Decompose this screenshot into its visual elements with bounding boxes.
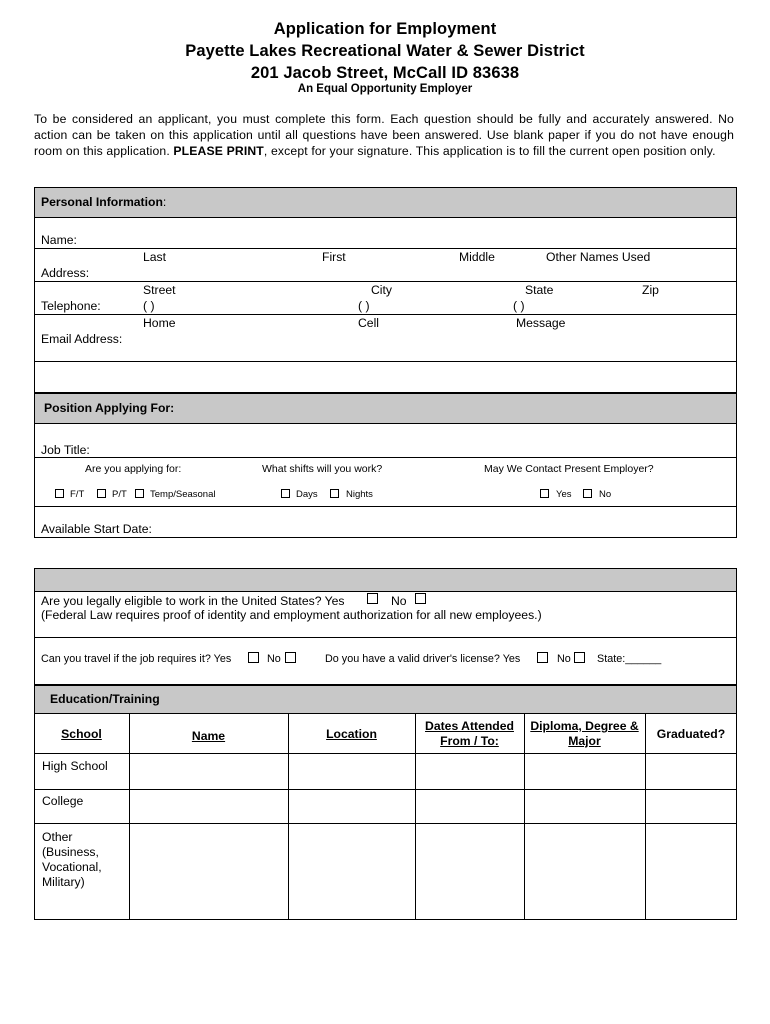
- message-phone-caption: Message: [516, 316, 566, 330]
- travel-no-checkbox[interactable]: [285, 652, 296, 663]
- home-area-code: ( ): [143, 299, 155, 313]
- row-label-high-school: High School: [42, 759, 108, 773]
- col-divider-2: [288, 713, 289, 920]
- contact-yes-label: Yes: [556, 489, 572, 500]
- contact-no-label: No: [599, 489, 612, 500]
- col-divider-5: [645, 713, 646, 920]
- legal-yes-checkbox[interactable]: [367, 593, 378, 604]
- temp-seasonal-label: Temp/Seasonal: [150, 489, 216, 500]
- contact-no-checkbox[interactable]: [583, 489, 592, 498]
- ft-checkbox[interactable]: [55, 489, 64, 498]
- eligibility-divider: [34, 637, 737, 638]
- organization-name: Payette Lakes Recreational Water & Sewer District: [185, 42, 585, 60]
- legal-no-checkbox[interactable]: [415, 593, 426, 604]
- row-label-college: College: [42, 794, 84, 808]
- travel-question: Can you travel if the job requires it? Yes: [41, 653, 232, 665]
- organization-address: 201 Jacob Street, McCall ID 83638: [250, 64, 520, 82]
- row-label-other: Other (Business, Vocational, Military): [42, 830, 102, 889]
- shifts-question: What shifts will you work?: [262, 463, 383, 475]
- address-line[interactable]: [34, 281, 737, 282]
- col-header-name: Name: [191, 729, 226, 743]
- start-date-label: Available Start Date:: [41, 522, 152, 536]
- home-phone-caption: Home: [143, 316, 176, 330]
- legal-no-label: No: [391, 594, 407, 608]
- applying-for-question: Are you applying for:: [85, 463, 182, 475]
- col-header-diploma: Diploma, Degree & Major: [530, 719, 639, 748]
- email-line[interactable]: [34, 361, 737, 362]
- pt-label: P/T: [112, 489, 127, 500]
- instructions-paragraph: To be considered an applicant, you must complete this form. Each question should be fully and accurately answered. No action can be taken on this application until all questions have been answered. Use blank paper if you do not have enough room on this application. PLEASE PRINT, except for your signature. This application is to fill the current open position only.: [34, 112, 734, 158]
- middle-name-caption: Middle: [459, 250, 495, 264]
- street-caption: Street: [143, 283, 176, 297]
- telephone-label: Telephone:: [41, 299, 101, 313]
- email-label: Email Address:: [41, 332, 123, 346]
- zip-caption: Zip: [642, 283, 659, 297]
- license-no-label: No: [557, 653, 571, 665]
- license-yes-checkbox[interactable]: [537, 652, 548, 663]
- license-question: Do you have a valid driver's license? Yes: [325, 653, 521, 665]
- travel-yes-checkbox[interactable]: [248, 652, 259, 663]
- first-name-caption: First: [322, 250, 346, 264]
- shift-options-line: [34, 506, 737, 507]
- education-heading: Education/Training: [50, 692, 160, 706]
- nights-label: Nights: [346, 489, 373, 500]
- col-divider-1: [129, 713, 130, 920]
- state-caption: State: [525, 283, 554, 297]
- position-heading: Position Applying For:: [44, 401, 175, 415]
- address-label: Address:: [41, 266, 90, 280]
- personal-information-heading: Personal Information:: [41, 195, 167, 209]
- telephone-line[interactable]: [34, 314, 737, 315]
- cell-phone-caption: Cell: [358, 316, 379, 330]
- col-header-school: School: [61, 727, 102, 741]
- federal-law-note: (Federal Law requires proof of identity and employment authorization for all new employees.): [41, 608, 542, 622]
- travel-no-label: No: [267, 653, 281, 665]
- nights-checkbox[interactable]: [330, 489, 339, 498]
- col-header-dates: Dates Attended From / To:: [425, 719, 514, 748]
- please-print-emphasis: PLEASE PRINT: [173, 144, 264, 158]
- license-state-label: State:______: [597, 653, 662, 665]
- days-label: Days: [296, 489, 318, 500]
- message-area-code: ( ): [513, 299, 525, 313]
- col-header-graduated: Graduated?: [656, 727, 726, 741]
- header-row-divider: [34, 753, 737, 754]
- job-title-label: Job Title:: [41, 443, 90, 457]
- contact-yes-checkbox[interactable]: [540, 489, 549, 498]
- name-line[interactable]: [34, 248, 737, 249]
- other-names-caption: Other Names Used: [546, 250, 651, 264]
- job-title-line[interactable]: [34, 457, 737, 458]
- eligibility-header: [34, 568, 737, 592]
- eoe-statement: An Equal Opportunity Employer: [297, 83, 473, 95]
- legal-eligibility-question: Are you legally eligible to work in the United States? Yes: [41, 594, 345, 608]
- ft-label: F/T: [70, 489, 85, 500]
- row-divider-1: [34, 789, 737, 790]
- contact-employer-question: May We Contact Present Employer?: [484, 463, 654, 475]
- license-no-checkbox[interactable]: [574, 652, 585, 663]
- cell-area-code: ( ): [358, 299, 370, 313]
- temp-seasonal-checkbox[interactable]: [135, 489, 144, 498]
- last-name-caption: Last: [143, 250, 167, 264]
- city-caption: City: [371, 283, 392, 297]
- days-checkbox[interactable]: [281, 489, 290, 498]
- name-label: Name:: [41, 233, 77, 247]
- col-header-location: Location: [326, 727, 377, 741]
- pt-checkbox[interactable]: [97, 489, 106, 498]
- form-title: Application for Employment: [273, 20, 497, 38]
- row-divider-2: [34, 823, 737, 824]
